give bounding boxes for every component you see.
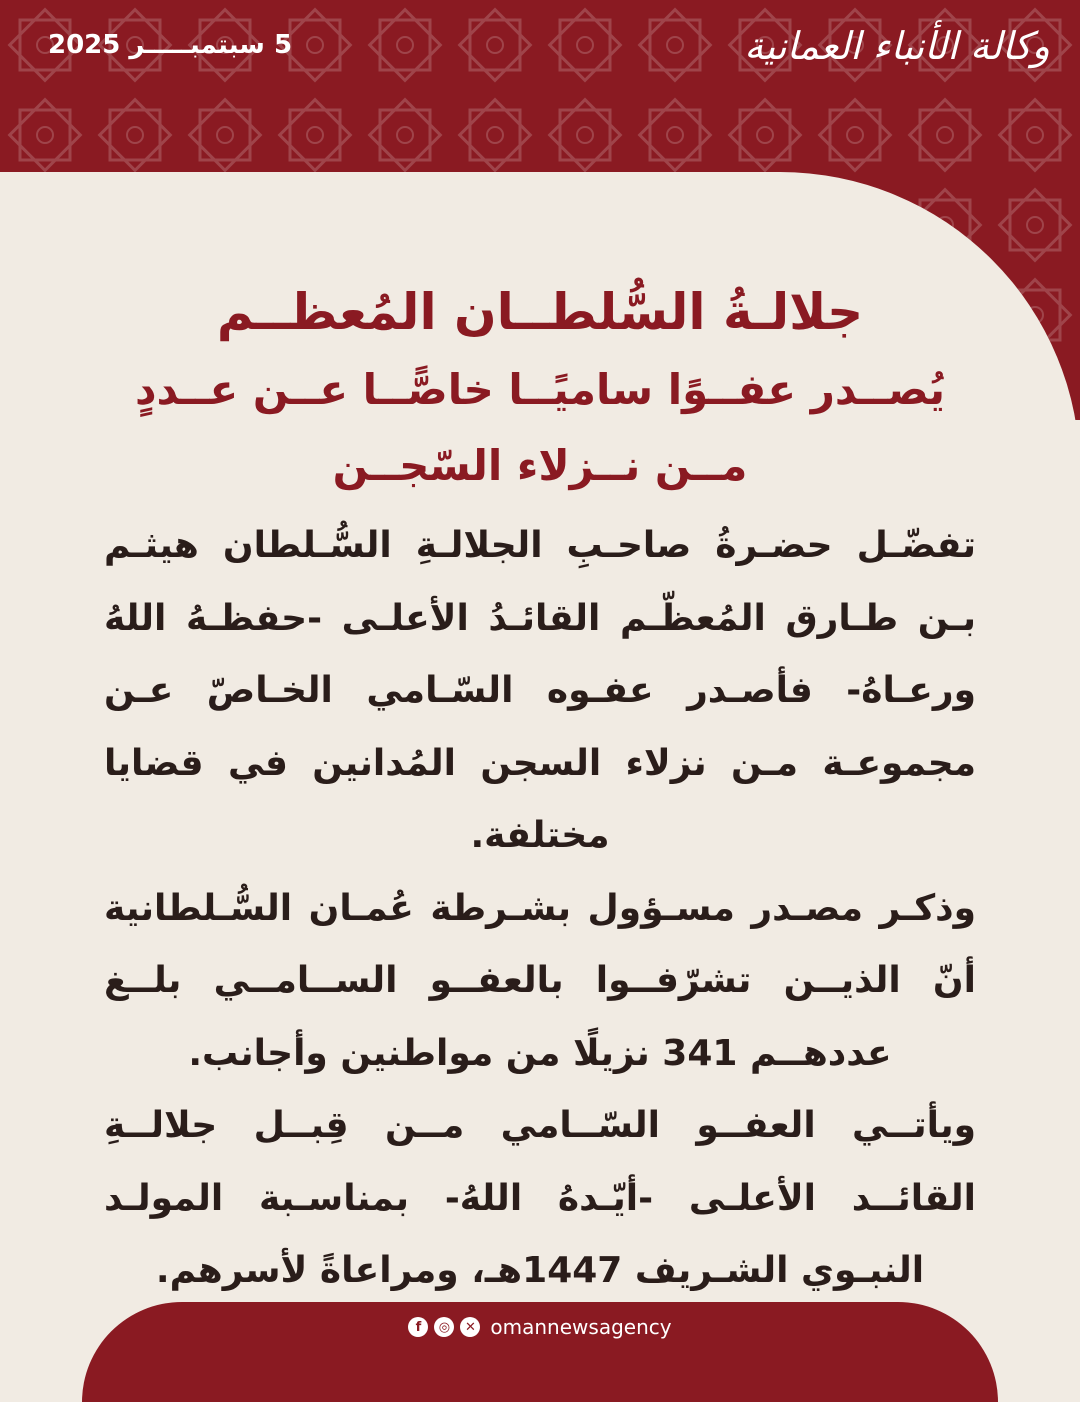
headline-line-1: جلالـةُ السُّلطــان المُعظــم [216,283,864,341]
date-label: 5 سبتمبـــــر 2025 [48,30,293,60]
agency-logo: وكالة الأنباء العمانية [744,24,1050,68]
paragraph-3: ويأتــي العفــو السّــامي مــن قِبــل جلالــةِ القائــد الأعلـى -أيّـدهُ اللهُ- بمناسـبة المولـد النبـوي الشـريف 1447هـ، ومراعاةً لأسرهم. [104,1105,976,1291]
social-handle[interactable]: omannewsagency [490,1315,672,1339]
footer-bar [82,1302,998,1402]
x-icon[interactable]: ✕ [460,1317,480,1337]
instagram-icon[interactable]: ◎ [434,1317,454,1337]
paragraph-2-part-1: وذكـر مصـدر مسـؤول بشـرطة عُمـان السُّـلطانية أنّ الذيــن تشرّفــوا بالعفــو الســامــي بلــغ عددهــم [104,887,976,1074]
article-body [104,510,976,1308]
facebook-icon[interactable]: f [408,1317,428,1337]
inmate-count: 341 نزيلًا [573,1032,738,1074]
paragraph-2-part-2: من مواطنين وأجانب. [188,1032,573,1074]
headline [0,272,1080,504]
paragraph-2 [104,873,976,1091]
headline-line-2: يُصــدر عفــوًا ساميًــا خاصًّــا عــن عــددٍ [135,365,945,414]
headline-line-3: مــن نــزلاء السّجــن [332,441,748,490]
social-links [82,1312,998,1342]
paragraph-1: تفضّـل حضـرةُ صاحـبِ الجلالـةِ السُّـلطان هيثـم بـن طـارق المُعظّـم القائـدُ الأعلـى -حفظـهُ اللهُ ورعـاهُ- فأصـدر عفـوه السّـامي الخـاصّ عـن مجموعـة مـن نزلاء السجن المُدانين في قضايا مختلفة. [104,525,976,856]
